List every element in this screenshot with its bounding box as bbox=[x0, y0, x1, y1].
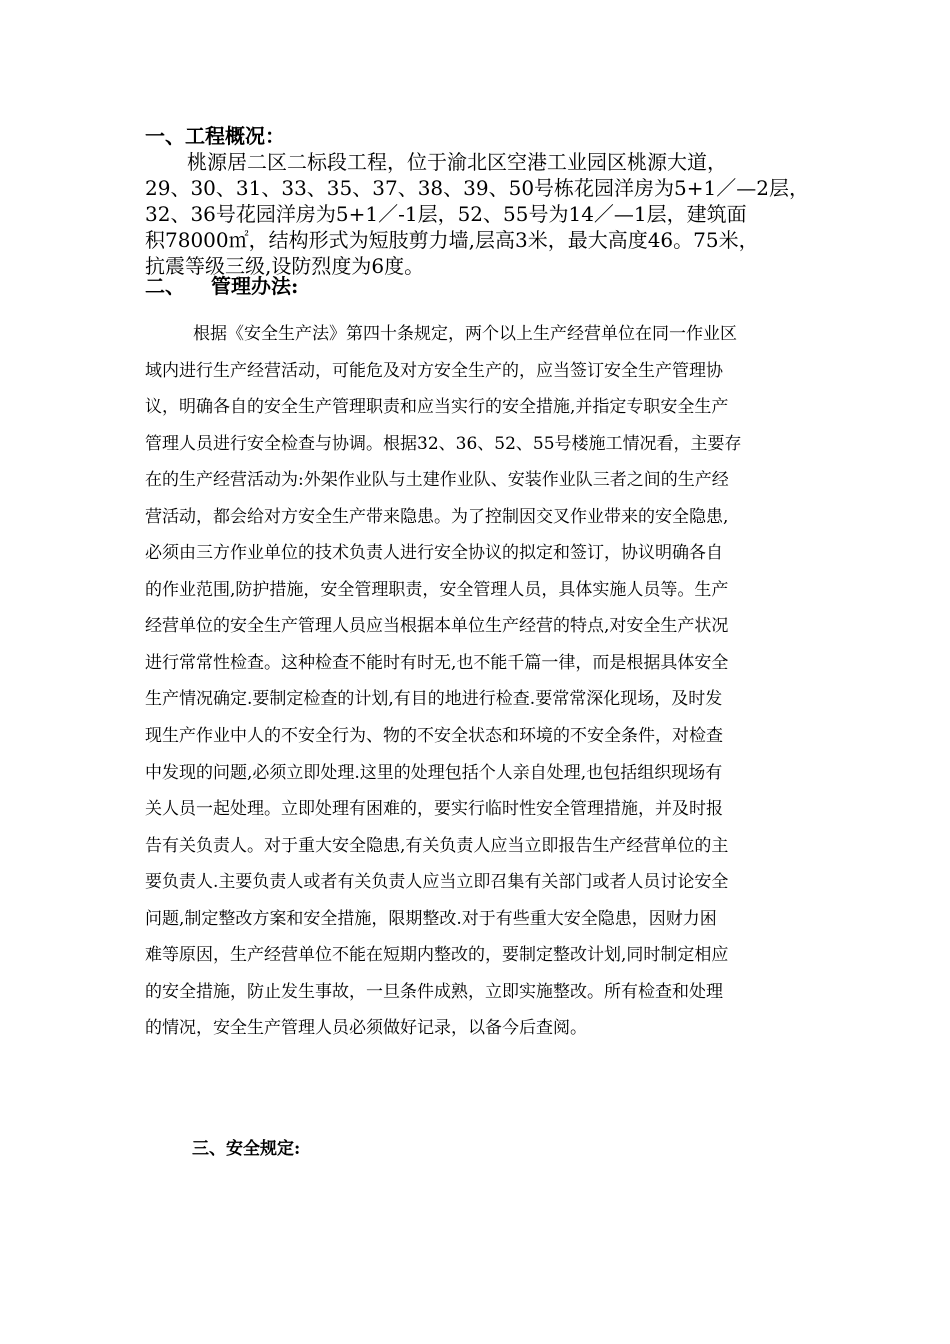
body-line-17: 问题,制定整改方案和安全措施，限期整改.对于有些重大安全隐患，因财力困 bbox=[145, 908, 717, 929]
body-line-7: 必须由三方作业单位的技术负责人进行安全协议的拟定和签订，协议明确各自 bbox=[145, 543, 723, 564]
body-line-13: 中发现的问题,必须立即处理.这里的处理包括个人亲自处理,也包括组织现场有 bbox=[145, 762, 723, 783]
body-line-18: 难等原因，生产经营单位不能在短期内整改的，要制定整改计划,同时制定相应 bbox=[145, 945, 729, 966]
overview-line-5: 抗震等级三级,设防烈度为6度。 bbox=[145, 254, 425, 278]
heading-management-number: 二、 bbox=[145, 274, 185, 298]
overview-line-4: 积78000㎡，结构形式为短肢剪力墙,层高3米，最大高度46。75米， bbox=[145, 228, 759, 252]
body-line-14: 关人员一起处理。立即处理有困难的，要实行临时性安全管理措施，并及时报 bbox=[145, 799, 723, 820]
overview-line-2: 29、30、31、33、35、37、38、39、50号栋花园洋房为5+1／—2层， bbox=[145, 176, 809, 200]
body-line-4: 管理人员进行安全检查与协调。根据32、36、52、55号楼施工情况看，主要存 bbox=[145, 433, 742, 454]
body-line-16: 要负责人.主要负责人或者有关负责人应当立即召集有关部门或者人员讨论安全 bbox=[145, 872, 729, 893]
body-line-11: 生产情况确定.要制定检查的计划,有目的地进行检查.要常常深化现场，及时发 bbox=[145, 689, 723, 710]
overview-line-3: 32、36号花园洋房为5+1／-1层，52、55号为14／—1层，建筑面 bbox=[145, 202, 747, 226]
overview-line-1: 桃源居二区二标段工程，位于渝北区空港工业园区桃源大道， bbox=[187, 150, 727, 174]
heading-management-title: 管理办法: bbox=[211, 274, 299, 298]
body-line-15: 告有关负责人。对于重大安全隐患,有关负责人应当立即报告生产经营单位的主 bbox=[145, 835, 729, 856]
section-project-overview bbox=[145, 123, 845, 279]
management-body bbox=[145, 316, 825, 1047]
body-line-3: 议，明确各自的安全生产管理职责和应当实行的安全措施,并指定专职安全生产 bbox=[145, 397, 729, 418]
body-line-19: 的安全措施，防止发生事故，一旦条件成熟，立即实施整改。所有检查和处理 bbox=[145, 981, 723, 1002]
body-line-12: 现生产作业中人的不安全行为、物的不安全状态和环境的不安全条件，对检查 bbox=[145, 726, 723, 747]
body-line-2: 域内进行生产经营活动，可能危及对方安全生产的，应当签订安全生产管理协 bbox=[145, 360, 723, 381]
body-line-5: 在的生产经营活动为:外架作业队与土建作业队、安装作业队三者之间的生产经 bbox=[145, 470, 729, 491]
body-line-10: 进行常常性检查。这种检查不能时有时无,也不能千篇一律，而是根据具体安全 bbox=[145, 652, 729, 673]
body-line-20: 的情况，安全生产管理人员必须做好记录，以备今后查阅。 bbox=[145, 1018, 587, 1039]
body-line-8: 的作业范围,防护措施，安全管理职责，安全管理人员，具体实施人员等。生产 bbox=[145, 579, 729, 600]
body-line-1: 根据《安全生产法》第四十条规定，两个以上生产经营单位在同一作业区 bbox=[193, 324, 737, 344]
heading-safety-rules: 三、安全规定: bbox=[192, 1139, 301, 1159]
heading-project-overview: 一、工程概况： bbox=[145, 124, 285, 148]
body-line-6: 营活动，都会给对方安全生产带来隐患。为了控制因交叉作业带来的安全隐患, bbox=[145, 506, 729, 527]
heading-management-method bbox=[145, 273, 298, 299]
body-line-9: 经营单位的安全生产管理人员应当根据本单位生产经营的特点,对安全生产状况 bbox=[145, 616, 729, 637]
